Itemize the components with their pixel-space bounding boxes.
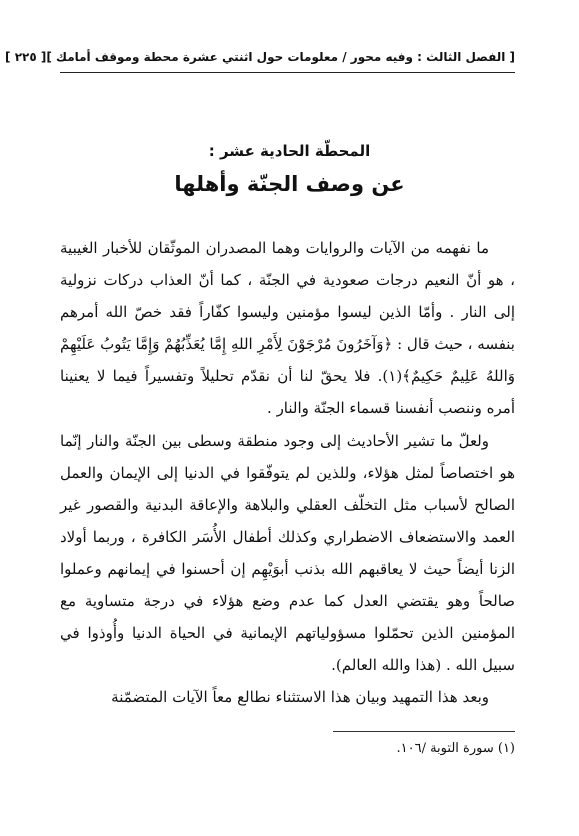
section-title: عن وصف الجنّة وأهلها xyxy=(174,172,405,196)
paragraph: ما نفهمه من الآيات والروايات وهما المصدران الموثّقان للأخبار الغيبية ، هو أنّ النعيم درجات صعودية في الجنّة ، كما أنّ العذاب دركات نزولية إلى النار . وأمّا الذين ليسوا مؤمنين وليسوا كفّاراً فقد خصّ الله أمرهم بنفسه ، حيث قال : ﴿وَآخَرُونَ مُرْجَوْنَ لِأَمْرِ اللهِ إِمَّا يُعَذِّبُهُمْ وَإِمَّا يَتُوبُ عَلَيْهِمْ وَاللهُ عَلِيمٌ حَكِيمٌ﴾(١). فلا يحقّ لنا أن نقدّم تحليلاً وتفسيراً فيما لا يعنينا أمره وننصب أنفسنا قسماء الجنّة والنار . xyxy=(60,239,515,418)
paragraph: وبعد هذا التمهيد وبيان هذا الاستثناء نطالع معاً الآيات المتضمّنة xyxy=(111,688,489,707)
footnote-divider xyxy=(333,731,515,732)
chapter-header: [ الفصل الثالث : وفيه محور / معلومات حول اثنتي عشرة محطة وموقف أمامك ] xyxy=(46,50,515,64)
paragraph: ولعلّ ما تشير الأحاديث إلى وجود منطقة وسطى بين الجنّة والنار إنّما هو اختصاصاً لمثل هؤلاء، وللذين لم يتوفّقوا في الدنيا إلى الإيمان والعمل الصالح لأسباب مثل التخلّف العقلي والبلاهة والإعاقة البدنية والقصور غير العمد والاستضعاف الاضطراري وكذلك أطفال الأُسَر الكافرة ، وربما أولاد الزنا أيضاً حيث لا يعاقبهم الله بذنب أبوَيْهِم إن أحسنوا في إيمانهم وعملوا صالحاً وهو يقتضي العدل كما عدم وضع هؤلاء في درجة متساوية مع المؤمنين الذين تحمّلوا مسؤولياتهم الإيمانية في الحياة الدنيا وأُوذوا في سبيل الله . (هذا والله العالم). xyxy=(60,431,515,675)
header-divider xyxy=(60,72,515,73)
body-text xyxy=(60,232,515,713)
footnote: (١) سورة التوبة /١٠٦. xyxy=(396,741,515,756)
section-label: المحطّة الحادية عشر : xyxy=(208,142,371,160)
page-number: [ ٢٢٥ ] xyxy=(5,50,47,64)
running-head xyxy=(5,46,515,68)
